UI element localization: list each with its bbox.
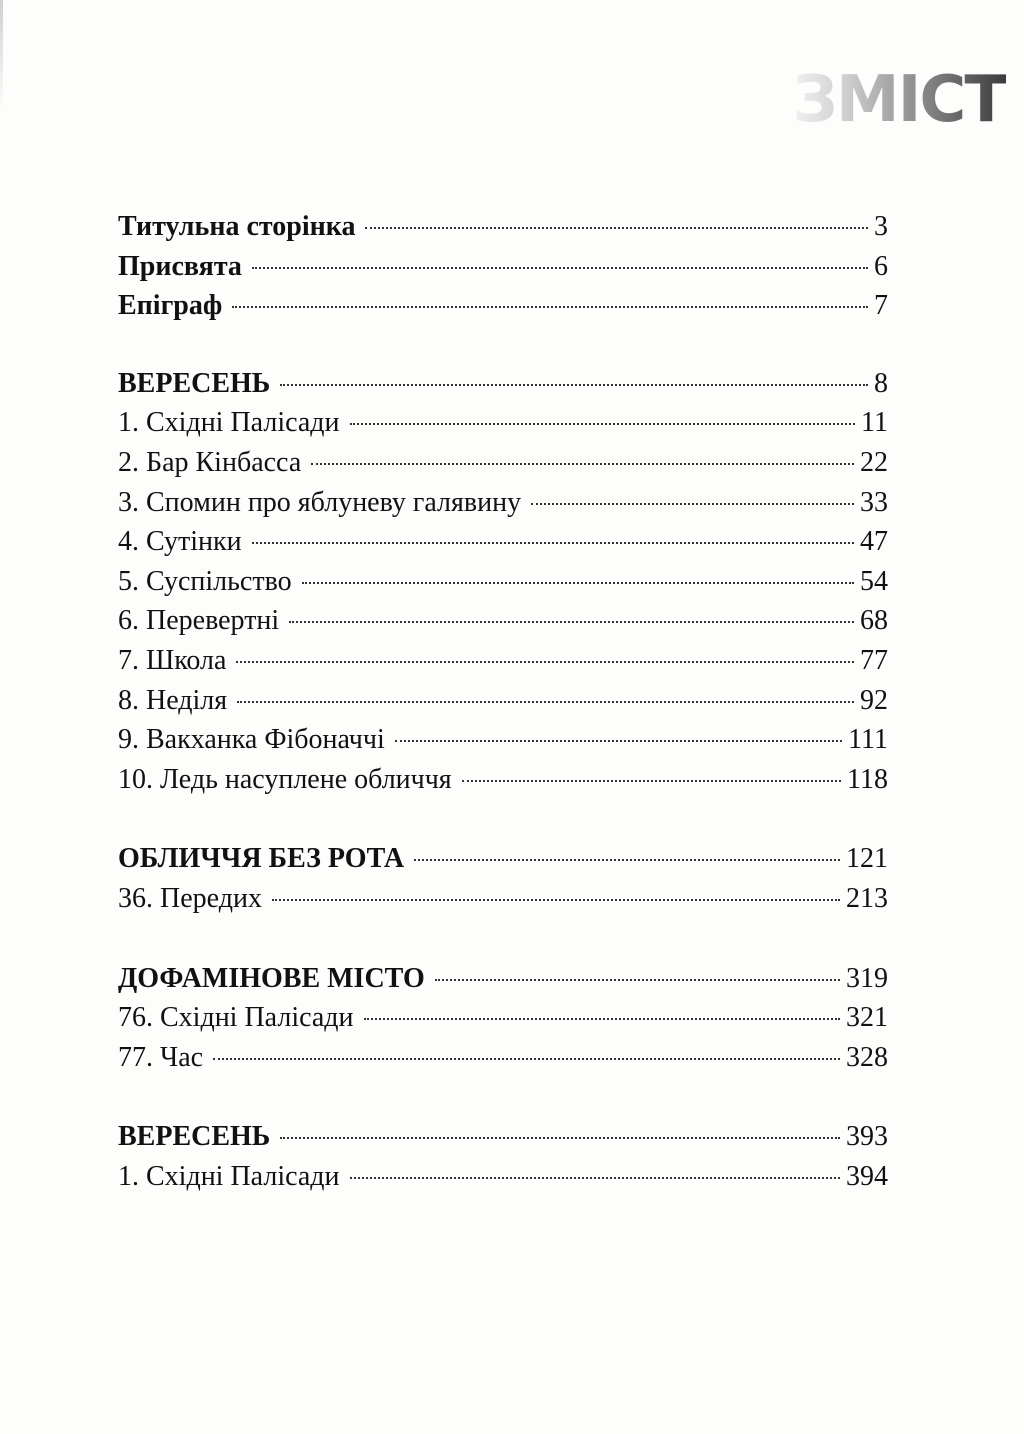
toc-chapter-page: 118 (847, 763, 888, 795)
table-of-contents (118, 211, 888, 1200)
dot-leader (350, 423, 855, 425)
dot-leader (289, 621, 854, 623)
toc-entry-label: Титульна сторінка (118, 211, 356, 242)
toc-chapter-page: 22 (860, 446, 888, 478)
toc-chapter (118, 724, 888, 764)
toc-part-label: ДОФАМІНОВЕ МІСТО (118, 962, 425, 994)
toc-chapter-label: 76. Східні Палісади (118, 1002, 354, 1034)
toc-chapter-page: 321 (846, 1002, 888, 1034)
toc-chapter-label: 77. Час (118, 1041, 204, 1073)
toc-entry-title-page (118, 211, 888, 251)
dot-leader (414, 859, 840, 861)
dot-leader (311, 463, 854, 465)
dot-leader (302, 582, 854, 584)
toc-entry-dedication (118, 251, 888, 291)
toc-chapter (118, 605, 888, 645)
toc-chapter (118, 407, 888, 447)
toc-part-page: 393 (846, 1121, 888, 1153)
dot-leader (435, 979, 840, 981)
toc-chapter-page: 213 (846, 882, 888, 914)
toc-entry-page: 6 (874, 250, 888, 282)
toc-chapter (118, 1042, 888, 1082)
toc-part-heading (118, 368, 888, 408)
toc-chapter-label: 7. Школа (118, 644, 227, 676)
toc-part-heading (118, 843, 888, 883)
toc-chapter-label: 3. Спомин про яблуневу галявину (118, 486, 522, 518)
dot-leader (364, 1018, 840, 1020)
dot-leader (395, 740, 842, 742)
dot-leader (280, 384, 868, 386)
toc-chapter-label: 5. Суспільство (118, 565, 292, 597)
toc-chapter-label: 2. Бар Кінбасса (118, 446, 302, 478)
toc-chapter-label: 9. Вакханка Фібоначчі (118, 724, 385, 756)
toc-chapter-label: 1. Східні Палісади (118, 407, 340, 439)
dot-leader (252, 542, 854, 544)
toc-entry-page: 7 (874, 290, 888, 322)
toc-chapter (118, 487, 888, 527)
page-heading: ЗМІСТ (792, 63, 1006, 137)
toc-chapter-label: 10. Ледь насуплене обличчя (118, 763, 452, 795)
toc-chapter-page: 54 (860, 565, 888, 597)
toc-chapter-label: 1. Східні Палісади (118, 1160, 340, 1192)
dot-leader (280, 1137, 840, 1139)
toc-chapter (118, 1002, 888, 1042)
toc-chapter-label: 8. Неділя (118, 684, 228, 716)
toc-chapter-page: 111 (848, 724, 888, 756)
toc-part-heading (118, 963, 888, 1003)
dot-leader (462, 780, 841, 782)
dot-leader (213, 1058, 840, 1060)
toc-chapter-label: 6. Перевертні (118, 605, 280, 637)
toc-chapter-page: 328 (846, 1041, 888, 1073)
toc-part-heading (118, 1121, 888, 1161)
toc-chapter-page: 68 (860, 605, 888, 637)
toc-chapter-label: 36. Передих (118, 882, 262, 914)
dot-leader (531, 503, 854, 505)
dot-leader (350, 1177, 840, 1179)
toc-chapter (118, 883, 888, 923)
toc-entry-label: Присвята (118, 250, 242, 282)
scan-edge (0, 0, 3, 110)
toc-entry-epigraph (118, 290, 888, 330)
toc-chapter-page: 47 (860, 526, 888, 558)
dot-leader (237, 701, 854, 703)
dot-leader (365, 227, 868, 229)
toc-chapter-page: 77 (860, 644, 888, 676)
toc-part-page: 319 (846, 962, 888, 994)
toc-chapter (118, 1161, 888, 1201)
toc-part-label: ОБЛИЧЧЯ БЕЗ РОТА (118, 843, 405, 875)
toc-part-label: ВЕРЕСЕНЬ (118, 1121, 271, 1153)
toc-chapter (118, 764, 888, 804)
toc-entry-page: 3 (874, 211, 888, 242)
toc-chapter-page: 33 (860, 486, 888, 518)
toc-chapter-page: 92 (860, 684, 888, 716)
toc-chapter-page: 394 (846, 1160, 888, 1192)
toc-chapter (118, 447, 888, 487)
toc-chapter (118, 645, 888, 685)
dot-leader (272, 899, 840, 901)
toc-chapter-page: 11 (861, 407, 888, 439)
toc-chapter (118, 566, 888, 606)
dot-leader (252, 267, 868, 269)
toc-chapter (118, 685, 888, 725)
dot-leader (232, 306, 868, 308)
toc-part-page: 121 (846, 843, 888, 875)
toc-part-page: 8 (874, 367, 888, 399)
toc-entry-label: Епіграф (118, 290, 223, 322)
dot-leader (236, 661, 854, 663)
toc-chapter (118, 526, 888, 566)
toc-chapter-label: 4. Сутінки (118, 526, 242, 558)
toc-part-label: ВЕРЕСЕНЬ (118, 367, 271, 399)
